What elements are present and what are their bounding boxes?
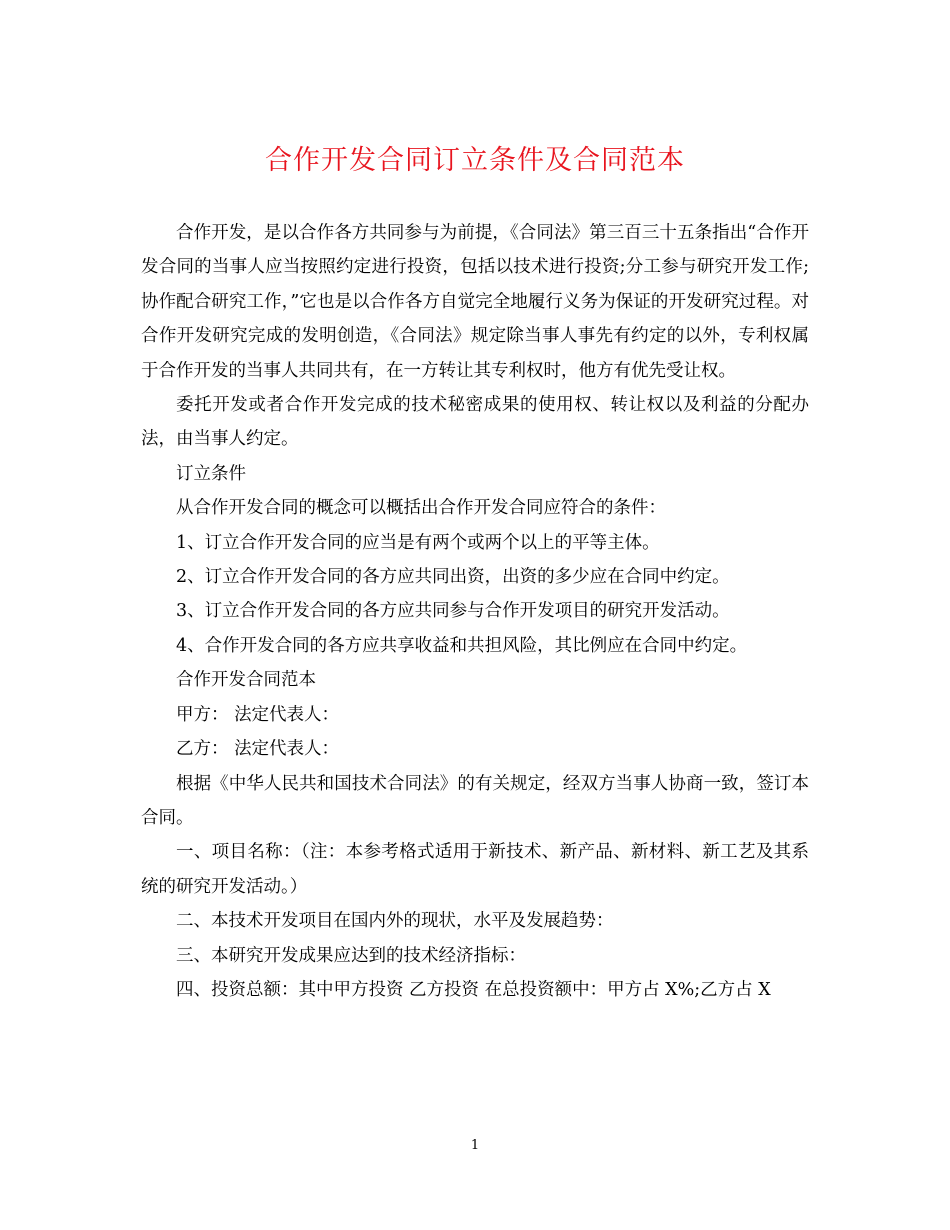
document-title: 合作开发合同订立条件及合同范本 bbox=[265, 145, 685, 176]
paragraph-ownership: 委托开发或者合作开发完成的技术秘密成果的使用权、转让权以及利益的分配办法，由当事人约定。 bbox=[141, 395, 809, 450]
paragraph-intro: 合作开发，是以合作各方共同参与为前提，《合同法》第三百三十五条指出“合作开发合同的当事人应当按照约定进行投资，包括以技术进行投资;分工参与研究开发工作;协作配合研究工作，”它也是以合作各方自觉完全地履行义务为保证的开发研究过程。对合作开发研究完成的发明创造，《合同法》规定除当事人事先有约定的以外，专利权属于合作开发的当事人共同共有，在一方转让其专利权时，他方有优先受让权。 bbox=[141, 223, 809, 381]
clause-2-status: 二、本技术开发项目在国内外的现状，水平及发展趋势： bbox=[176, 911, 614, 932]
heading-conditions: 订立条件 bbox=[176, 463, 246, 484]
paragraph-legal-basis: 根据《中华人民共和国技术合同法》的有关规定，经双方当事人协商一致，签订本合同。 bbox=[141, 773, 809, 828]
condition-item-3: 3、订立合作开发合同的各方应共同参与合作开发项目的研究开发活动。 bbox=[176, 601, 730, 622]
clause-1-project-name: 一、项目名称：（注：本参考格式适用于新技术、新产品、新材料、新工艺及其系统的研究开发活动。） bbox=[141, 842, 809, 897]
page-number: 1 bbox=[470, 1138, 480, 1153]
party-a-line: 甲方： 法定代表人： bbox=[176, 704, 340, 725]
paragraph-conditions-intro: 从合作开发合同的概念可以概括出合作开发合同应符合的条件： bbox=[176, 498, 666, 519]
heading-template: 合作开发合同范本 bbox=[176, 670, 316, 691]
document-body bbox=[141, 216, 809, 1007]
condition-item-1: 1、订立合作开发合同的应当是有两个或两个以上的平等主体。 bbox=[176, 532, 660, 553]
condition-item-2: 2、订立合作开发合同的各方应共同出资，出资的多少应在合同中约定。 bbox=[176, 567, 730, 588]
party-b-line: 乙方： 法定代表人： bbox=[176, 739, 340, 760]
clause-4-investment: 四、投资总额：其中甲方投资 乙方投资 在总投资额中：甲方占 X%;乙方占 X bbox=[176, 979, 771, 1000]
condition-item-4: 4、合作开发合同的各方应共享收益和共担风险，其比例应在合同中约定。 bbox=[176, 635, 748, 656]
clause-3-indicators: 三、本研究开发成果应达到的技术经济指标： bbox=[176, 945, 526, 966]
